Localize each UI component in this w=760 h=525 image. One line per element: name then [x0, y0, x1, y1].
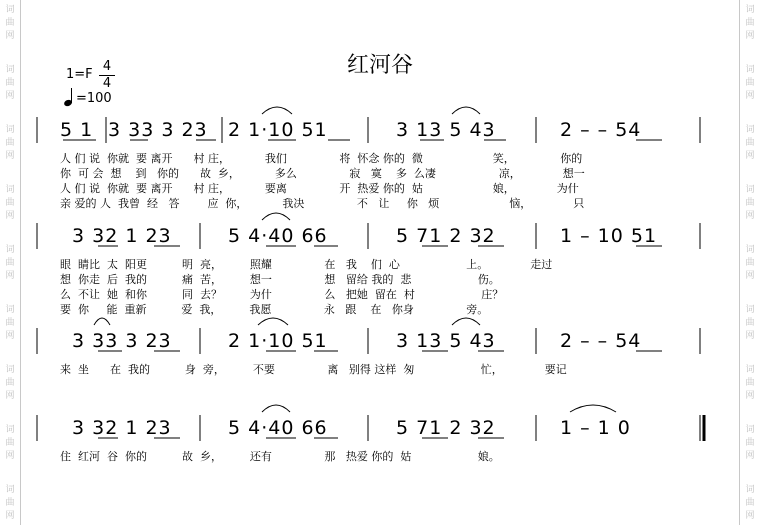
slur-arc [262, 405, 290, 412]
watermark-text: 词 曲 网 [745, 185, 755, 221]
lyric-line: 人 们 说 你就 要 离开 村 庄， 我们 将 怀念 你的 微 笑， 你的 [60, 152, 583, 165]
song-title: 红河谷 [346, 53, 413, 78]
measure-notes: 2 – – 54 [560, 330, 642, 352]
watermark-text: 词 曲 网 [745, 5, 755, 41]
watermark-text: 词 曲 网 [5, 65, 15, 101]
lyric-line: 来 坐 在 我的 身 旁， 不要 离 别得 这样 匆 忙， 要记 [60, 363, 567, 376]
lyric-line: 么 不让 她 和你 同 去？ 为什 么 把她 留在 村 庄？ [60, 288, 504, 301]
watermark-text: 词 曲 网 [745, 125, 755, 161]
measure-notes: 5 71 2 32 [396, 225, 496, 247]
watermark-text: 词 曲 网 [745, 485, 755, 521]
watermark-text: 词 曲 网 [5, 485, 15, 521]
slur-arc [262, 213, 290, 220]
key-signature: 1=F [66, 67, 93, 82]
watermark-text: 词 曲 网 [5, 245, 15, 281]
lyric-line: 亲 爱的 人 我曾 经 答 应 你， 我决 不 让 你 烦 恼， 只 [60, 197, 585, 210]
lyric-line: 住 红河 谷 你的 故 乡， 还有 那 热爱 你的 姑 娘。 [60, 450, 500, 463]
watermark-text: 词 曲 网 [5, 365, 15, 401]
measure-notes: 2 1·10 51 [228, 119, 328, 141]
measure-notes: 2 – – 54 [560, 119, 642, 141]
watermark-text: 词 曲 网 [5, 425, 15, 461]
slur-arc [452, 107, 480, 114]
watermark-text: 词 曲 网 [5, 125, 15, 161]
measure-notes: 1 – 10 51 [560, 225, 658, 247]
measure-notes: 3 33 3 23 [108, 119, 208, 141]
lyric-line: 想 你走 后 我的 痛 苦， 想一 想 留给 我的 悲 伤。 [60, 273, 500, 286]
watermark-text: 词 曲 网 [745, 65, 755, 101]
watermark-text: 词 曲 网 [745, 365, 755, 401]
slur-arc [258, 318, 288, 325]
watermark-text: 词 曲 网 [745, 425, 755, 461]
slur-arc [94, 318, 110, 325]
measure-notes: 5 1 [60, 119, 94, 141]
time-signature-top: 4 [102, 59, 112, 74]
measure-notes: 2 1·10 51 [228, 330, 328, 352]
measure-notes: 3 13 5 43 [396, 330, 496, 352]
measure-notes: 5 4·40 66 [228, 225, 328, 247]
watermark-text: 词 曲 网 [5, 305, 15, 341]
measure-notes: 5 71 2 32 [396, 417, 496, 439]
watermark-text: 词 曲 网 [5, 5, 15, 41]
lyric-line: 要 你 能 重新 爱 我， 我愿 永 跟 在 你身 旁。 [60, 303, 489, 316]
slur-arc [570, 405, 616, 412]
measure-notes: 3 32 1 23 [72, 225, 172, 247]
watermark-text: 词 曲 网 [745, 245, 755, 281]
measure-notes: 3 32 1 23 [72, 417, 172, 439]
lyric-line: 人 们 说 你就 要 离开 村 庄， 要离 开 热爱 你的 姑 娘， 为什 [60, 182, 579, 195]
measure-notes: 3 33 3 23 [72, 330, 172, 352]
slur-arc [452, 318, 480, 325]
lyric-line: 眼 睛比 太 阳更 明 亮， 照耀 在 我 们 心 上。 走过 [60, 258, 553, 271]
time-signature-bottom: 4 [102, 76, 112, 91]
measure-notes: 5 4·40 66 [228, 417, 328, 439]
watermark-text: 词 曲 网 [5, 185, 15, 221]
lyric-line: 你 可 会 想 到 你的 故 乡， 多么 寂 寞 多 么凄 凉， 想一 [60, 167, 585, 180]
tempo-value: =100 [76, 91, 112, 106]
slur-arc [262, 107, 292, 114]
measure-notes: 3 13 5 43 [396, 119, 496, 141]
watermark-text: 词 曲 网 [745, 305, 755, 341]
measure-notes: 1 – 1 0 [560, 417, 631, 439]
